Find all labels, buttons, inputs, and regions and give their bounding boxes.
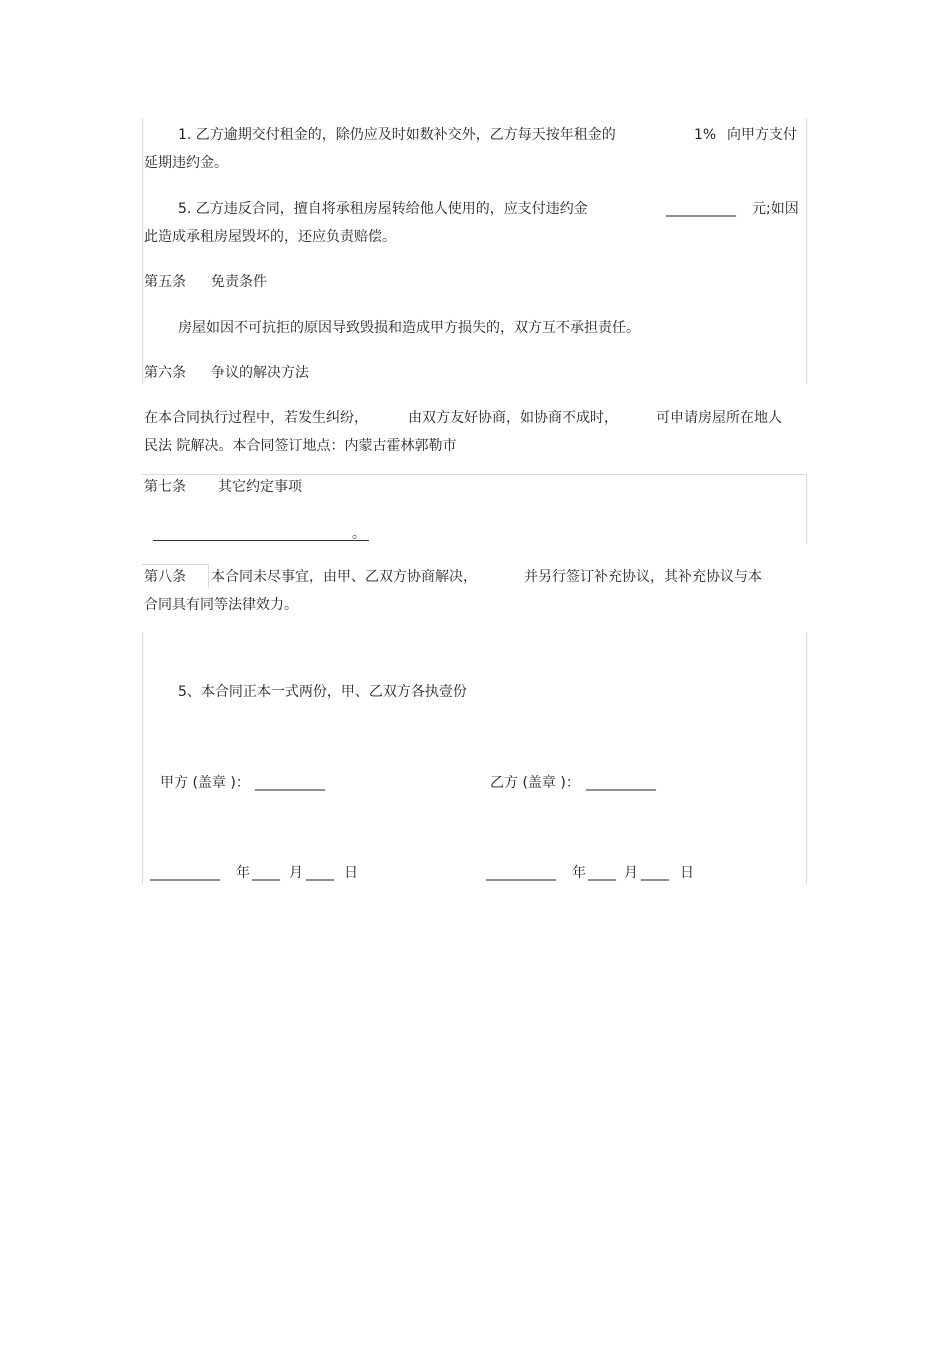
art7-number: 第七条 [144,479,186,495]
late-payment-line1-tail: 向甲方支付 [727,127,797,143]
sublet-line1-tail: 元;如因 [752,201,799,217]
date-a-month-blank: ____ [306,865,334,881]
late-payment-line1: 1. 乙方逾期交付租金的，除仍应及时如数补交外，乙方每天按年租金的 [178,127,616,143]
frame-mid-3 [208,564,209,588]
art5-title: 免责条件 [211,274,267,290]
sublet-blank: __________ [666,201,736,217]
copies-clause: 5、本合同正本一式两份，甲、乙双方各执壹份 [178,684,467,700]
art6-body-seg1: 在本合同执行过程中，若发生纠纷， [144,410,368,426]
party-b-blank: __________ [586,775,656,791]
date-a-year-blank: ____ [252,865,280,881]
frame-top-3 [142,564,208,565]
art6-body-seg3: 可申请房屋所在地人 [656,410,782,426]
date-b-month-blank: ____ [641,865,669,881]
art7-blank-line [153,540,369,541]
art8-number: 第八条 [144,569,186,585]
frame-left-4 [142,632,143,884]
late-payment-rate: 1% [694,127,717,143]
art8-body-seg1: 本合同未尽事宜，由甲、乙双方协商解决， [211,569,477,585]
art6-title: 争议的解决方法 [211,365,309,381]
date-a-year: 年 [236,865,250,881]
art7-blank-end: 。 [352,526,366,542]
art6-body-line2: 民法 院解决。本合同签订地点：内蒙古霍林郭勒市 [144,438,457,454]
art5-body: 房屋如因不可抗拒的原因导致毁损和造成甲方损失的，双方互不承担责任。 [178,320,640,336]
date-a-month: 月 [289,865,303,881]
art7-title: 其它约定事项 [218,479,302,495]
art6-number: 第六条 [144,365,186,381]
frame-top-2 [142,474,806,475]
date-a-blank: __________ [150,865,220,881]
party-a-blank: __________ [255,775,325,791]
art5-number: 第五条 [144,274,186,290]
late-payment-line2: 延期违约金。 [144,155,228,171]
art6-body-seg2: 由双方友好协商，如协商不成时， [408,410,618,426]
sublet-line2: 此造成承租房屋毁坏的，还应负责赔偿。 [144,229,396,245]
frame-left-1 [142,118,143,384]
sublet-line1: 5. 乙方违反合同，擅自将承租房屋转给他人使用的，应支付违约金 [178,201,588,217]
date-b-year: 年 [572,865,586,881]
date-b-year-blank: ____ [588,865,616,881]
frame-right-1 [806,118,807,384]
party-a-label: 甲方 (盖章 )： [160,775,250,791]
date-b-blank: __________ [486,865,556,881]
art8-body-seg2: 并另行签订补充协议，其补充协议与本 [524,569,762,585]
frame-right-2 [806,474,807,544]
art8-body-line2: 合同具有同等法律效力。 [144,597,298,613]
date-a-day: 日 [344,865,358,881]
date-b-month: 月 [624,865,638,881]
date-b-day: 日 [680,865,694,881]
frame-right-4 [806,632,807,884]
party-b-label: 乙方 (盖章 )： [490,775,580,791]
